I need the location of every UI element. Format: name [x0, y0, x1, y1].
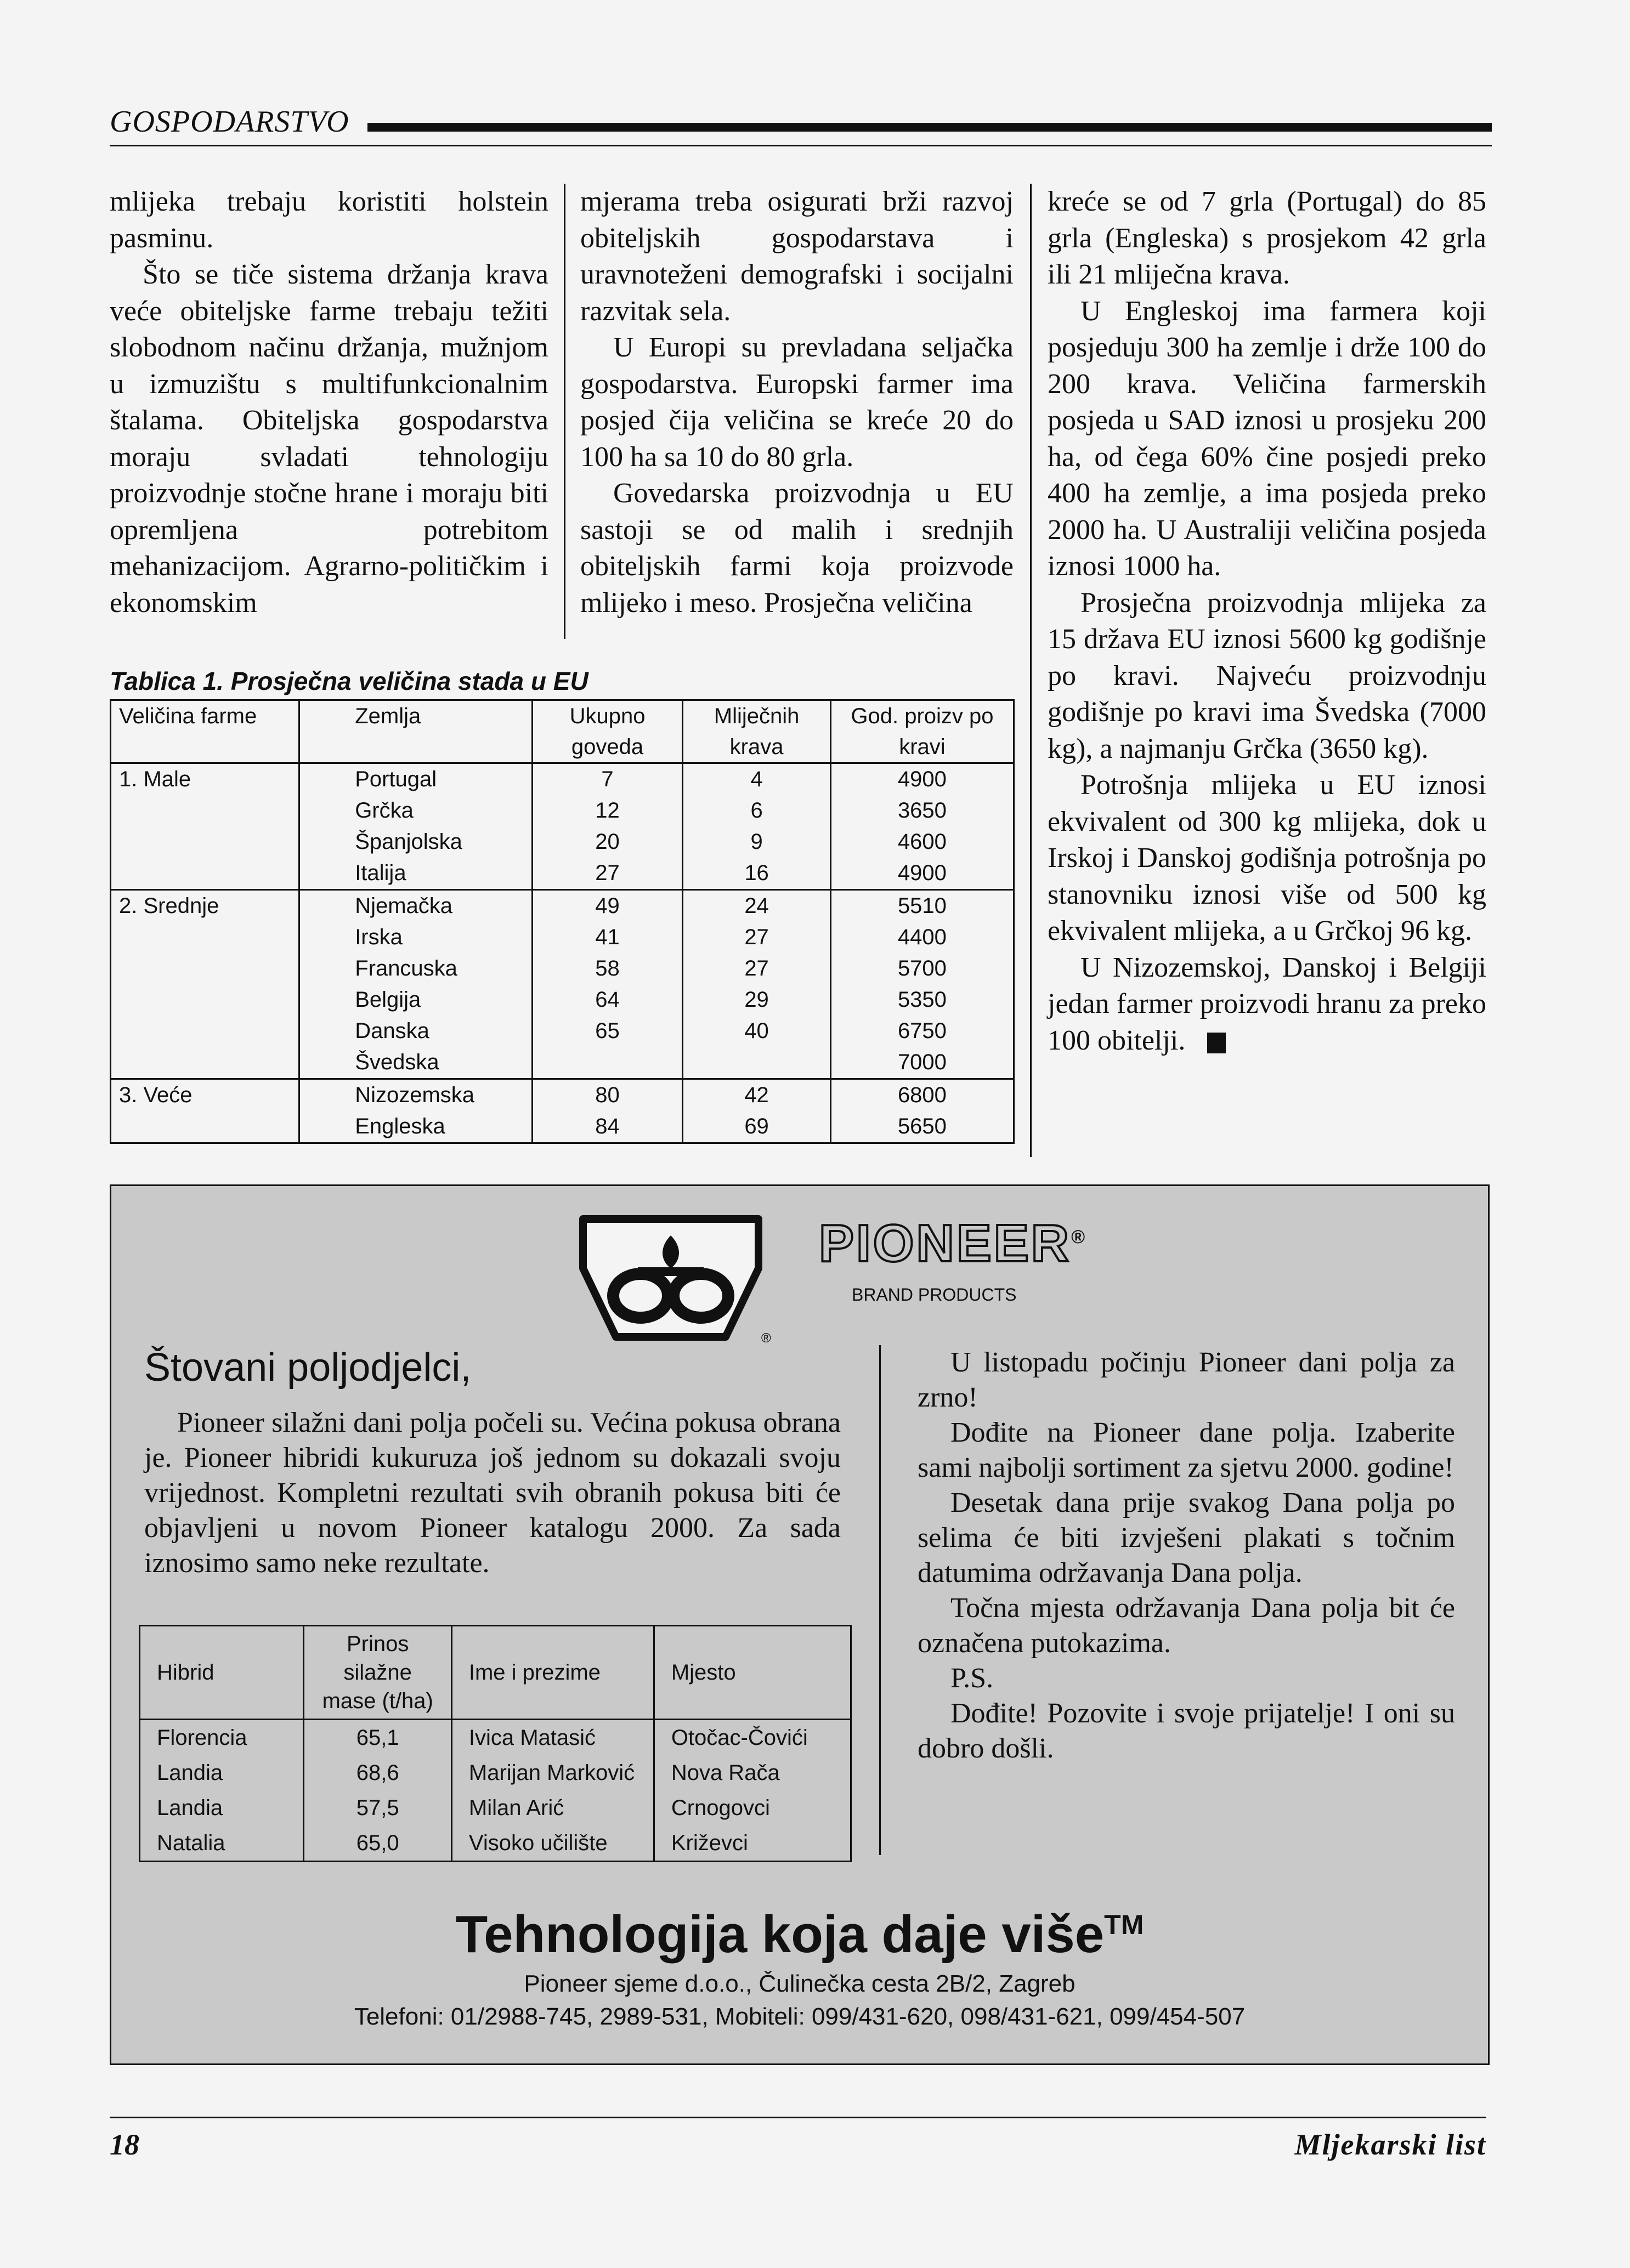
table-cell: 5350	[830, 984, 1014, 1016]
table-cell: 29	[683, 984, 831, 1016]
farm-size-cell: 2. Srednje	[111, 890, 299, 922]
table-row	[111, 1047, 1014, 1079]
paragraph	[1048, 950, 1486, 1059]
table-cell: 9	[683, 826, 831, 858]
table-cell: 7	[532, 763, 683, 796]
table-cell: Ivica Matasić	[451, 1720, 654, 1756]
table-cell: 27	[683, 953, 831, 984]
footer-rule	[110, 2117, 1486, 2118]
table-header-row	[140, 1626, 851, 1720]
table-cell: 64	[532, 984, 683, 1016]
table-cell: Visoko učilište	[451, 1825, 654, 1862]
farm-size-cell	[111, 922, 299, 953]
column-header: Prinos silažne mase (t/ha)	[304, 1626, 451, 1720]
trial-results-table	[139, 1625, 852, 1862]
table-cell: Crnogovci	[654, 1790, 851, 1825]
column-header: Mjesto	[654, 1626, 851, 1720]
paragraph: Točna mjesta održavanja Dana polja bit će označena putokazima.	[918, 1592, 1455, 1659]
table-cell: Otočac-Čovići	[654, 1720, 851, 1756]
table-cell: 6	[683, 795, 831, 826]
end-of-article-mark	[1207, 1033, 1226, 1053]
column-header: Ime i prezime	[451, 1626, 654, 1720]
table-cell: Florencia	[140, 1720, 304, 1756]
table-cell: Nizozemska	[299, 1079, 533, 1112]
table-row	[111, 1079, 1014, 1112]
column-header: Mliječnih krava	[683, 700, 831, 763]
table-cell: Njemačka	[299, 890, 533, 922]
table-cell	[683, 1047, 831, 1079]
table-cell: 65,1	[304, 1720, 451, 1756]
paragraph: Što se tiče sistema držanja krava veće obiteljske farme trebaju težiti slobodnom načinu držanja, mužnjom u izmuzištu s multifunkcionalnim štalama. Obiteljska gospodarstva moraju svladati tehnologiju proizvodnje stočne hrane i moraju biti opremljena potrebitom mehanizacijom. Agrarno-političkim i ekonomskim	[110, 259, 548, 619]
table-cell: Nova Rača	[654, 1755, 851, 1790]
ad-phones: Telefoni: 01/2988-745, 2989-531, Mobiteli: 099/431-620, 098/431-621, 099/454-507	[354, 2003, 1246, 2030]
table-cell: Španjolska	[299, 826, 533, 858]
table-row	[140, 1755, 851, 1790]
page-number: 18	[110, 2128, 139, 2161]
farm-size-cell	[111, 795, 299, 826]
table-row	[111, 984, 1014, 1016]
table-cell: Belgija	[299, 984, 533, 1016]
farm-size-cell	[111, 826, 299, 858]
table-row	[140, 1825, 851, 1862]
table-cell: Landia	[140, 1755, 304, 1790]
section-header	[110, 104, 1492, 143]
paragraph: U listopadu počinju Pioneer dani polja za zrno!	[918, 1347, 1455, 1413]
ad-left-text	[144, 1405, 841, 1581]
table-cell: 4	[683, 763, 831, 796]
paragraph: mjerama treba osigurati brži razvoj obiteljskih gospodarstava i uravnoteženi demografski i socijalni razvitak sela.	[580, 186, 1014, 327]
header-thin-rule	[110, 145, 1492, 146]
journal-name: Mljekarski list	[1294, 2128, 1486, 2161]
table-cell: 5700	[830, 953, 1014, 984]
brand-wordmark	[819, 1214, 1087, 1274]
paragraph: P.S.	[950, 1663, 994, 1694]
table-cell: Portugal	[299, 763, 533, 796]
table-cell: Danska	[299, 1016, 533, 1047]
table-cell: 84	[532, 1111, 683, 1143]
paragraph: Dođite na Pioneer dane polja. Izaberite sami najbolji sortiment za sjetvu 2000. godine!	[918, 1417, 1455, 1483]
slogan-text: Tehnologija koja daje više	[455, 1905, 1105, 1964]
paragraph: U Engleskoj ima farmera koji posjeduju 300 ha zemlje i drže 100 do 200 krava. Veličina farmerskih posjeda u SAD iznosi u prosjeku 200 ha, od čega 60% čine posjedi preko 400 ha zemlje, a ima posjeda preko 2000 ha. U Australiji veličina posjeda iznosi 1000 ha.	[1048, 295, 1486, 582]
table-cell: 49	[532, 890, 683, 922]
text-column-2	[580, 184, 1014, 621]
ad-slogan	[111, 1904, 1488, 1965]
farm-size-cell	[111, 984, 299, 1016]
table-cell: 4900	[830, 763, 1014, 796]
trademark-mark: TM	[1104, 1909, 1144, 1940]
table-row	[111, 890, 1014, 922]
table-cell: Francuska	[299, 953, 533, 984]
table-row	[111, 1016, 1014, 1047]
table-cell: Italija	[299, 858, 533, 890]
table-row	[140, 1790, 851, 1825]
table-row	[111, 922, 1014, 953]
column-divider	[1030, 184, 1032, 1157]
table-cell: 42	[683, 1079, 831, 1112]
registered-mark: ®	[1071, 1227, 1088, 1248]
farm-size-cell	[111, 1111, 299, 1143]
table-body	[140, 1720, 851, 1862]
table-cell: 20	[532, 826, 683, 858]
table-row	[111, 763, 1014, 796]
paragraph: kreće se od 7 grla (Portugal) do 85 grla (Engleska) s prosjekom 42 grla ili 21 mliječna krava.	[1048, 186, 1486, 290]
column-header: God. proizv po kravi	[830, 700, 1014, 763]
herd-size-table	[110, 699, 1015, 1144]
column-header: Ukupno goveda	[532, 700, 683, 763]
table-cell: Irska	[299, 922, 533, 953]
table-cell: 4600	[830, 826, 1014, 858]
table-cell: 4400	[830, 922, 1014, 953]
column-header: Hibrid	[140, 1626, 304, 1720]
column-divider	[564, 184, 565, 639]
table-cell: Engleska	[299, 1111, 533, 1143]
table-cell: 12	[532, 795, 683, 826]
paragraph: Potrošnja mlijeka u EU iznosi ekvivalent od 300 kg mlijeka, dok u Irskoj i Danskoj godišnja potrošnja po stanovniku iznosi više od 500 kg ekvivalent mlijeka, a u Grčkoj 96 kg.	[1048, 769, 1486, 946]
table-cell: Grčka	[299, 795, 533, 826]
table-header-row	[111, 700, 1014, 763]
table-cell: 4900	[830, 858, 1014, 890]
table-cell: 5510	[830, 890, 1014, 922]
table-cell: Natalia	[140, 1825, 304, 1862]
table-cell	[532, 1047, 683, 1079]
table-cell: 58	[532, 953, 683, 984]
table-cell: 40	[683, 1016, 831, 1047]
table-cell: 6750	[830, 1016, 1014, 1047]
ad-right-text	[918, 1345, 1455, 1766]
text-column-1	[110, 184, 548, 621]
table-body	[111, 763, 1014, 1143]
table-cell: 69	[683, 1111, 831, 1143]
paragraph: mlijeka trebaju koristiti holstein pasminu.	[110, 186, 548, 254]
table-cell: 24	[683, 890, 831, 922]
ad-address: Pioneer sjeme d.o.o., Čulinečka cesta 2B/2, Zagreb	[524, 1970, 1076, 1997]
svg-text:®: ®	[761, 1331, 771, 1346]
table-cell: 68,6	[304, 1755, 451, 1790]
table-cell: 41	[532, 922, 683, 953]
pioneer-advertisement	[110, 1184, 1490, 2065]
table-row	[140, 1720, 851, 1756]
table-row	[111, 795, 1014, 826]
paragraph: Dođite! Pozovite i svoje prijatelje! I oni su dobro došli.	[918, 1698, 1455, 1764]
table-cell: 65,0	[304, 1825, 451, 1862]
farm-size-cell	[111, 953, 299, 984]
table-cell: 27	[532, 858, 683, 890]
farm-size-cell	[111, 1016, 299, 1047]
paragraph: U Europi su prevladana seljačka gospodarstva. Europski farmer ima posjed čija veličina se kreće 20 do 100 ha sa 10 do 80 grla.	[580, 332, 1014, 473]
paragraph: Pioneer silažni dani polja počeli su. Većina pokusa obrana je. Pioneer hibridi kukuruza još jednom su dokazali svoju vrijednost. Kompletni rezultati svih obranih pokusa biti će objavljeni u novom Pioneer katalogu 2000. Za sada iznosimo samo neke rezultate.	[144, 1407, 841, 1579]
paragraph-text: U Nizozemskoj, Danskoj i Belgiji jedan farmer proizvodi hranu za preko 100 obitelji.	[1048, 951, 1486, 1056]
table-cell: 16	[683, 858, 831, 890]
paragraph: Desetak dana prije svakog Dana polja po selima će biti izvješeni plakati s točnim datumima održavanja Dana polja.	[918, 1487, 1455, 1589]
farm-size-cell: 1. Male	[111, 763, 299, 796]
table-row	[111, 858, 1014, 890]
brand-subtitle: BRAND PRODUCTS	[852, 1285, 1017, 1305]
table-cell: 6800	[830, 1079, 1014, 1112]
ad-column-divider	[879, 1345, 881, 1855]
table-cell: 7000	[830, 1047, 1014, 1079]
table-row	[111, 826, 1014, 858]
text-column-3	[1048, 184, 1486, 1059]
farm-size-cell: 3. Veće	[111, 1079, 299, 1112]
table-row	[111, 953, 1014, 984]
table-cell: 3650	[830, 795, 1014, 826]
table-cell: Landia	[140, 1790, 304, 1825]
pioneer-logo-icon	[572, 1208, 769, 1345]
table-cell: 65	[532, 1016, 683, 1047]
section-title: GOSPODARSTVO	[110, 105, 349, 139]
table-cell: Marijan Marković	[451, 1755, 654, 1790]
paragraph: Prosječna proizvodnja mlijeka za 15 država EU iznosi 5600 kg godišnje po kravi. Najveću proizvodnju godišnje po kravi ima Švedska (7000 kg), a najmanju Grčka (3650 kg).	[1048, 587, 1486, 764]
column-header: Veličina farme	[111, 700, 299, 763]
table-cell: Križevci	[654, 1825, 851, 1862]
table-row	[111, 1111, 1014, 1143]
table-cell: 80	[532, 1079, 683, 1112]
brand-name: PIONEER	[819, 1214, 1072, 1273]
farm-size-cell	[111, 1047, 299, 1079]
table-cell: 27	[683, 922, 831, 953]
paragraph: Govedarska proizvodnja u EU sastoji se od malih i srednjih obiteljskih farmi koja proizvode mlijeko i meso. Prosječna veličina	[580, 478, 1014, 619]
table-cell: Švedska	[299, 1047, 533, 1079]
column-header: Zemlja	[299, 700, 533, 763]
ad-greeting: Štovani poljodjelci,	[144, 1346, 472, 1390]
table-cell: 5650	[830, 1111, 1014, 1143]
table-cell: 57,5	[304, 1790, 451, 1825]
header-rule	[367, 123, 1492, 132]
table-cell: Milan Arić	[451, 1790, 654, 1825]
farm-size-cell	[111, 858, 299, 890]
table-caption: Tablica 1. Prosječna veličina stada u EU	[110, 667, 588, 695]
